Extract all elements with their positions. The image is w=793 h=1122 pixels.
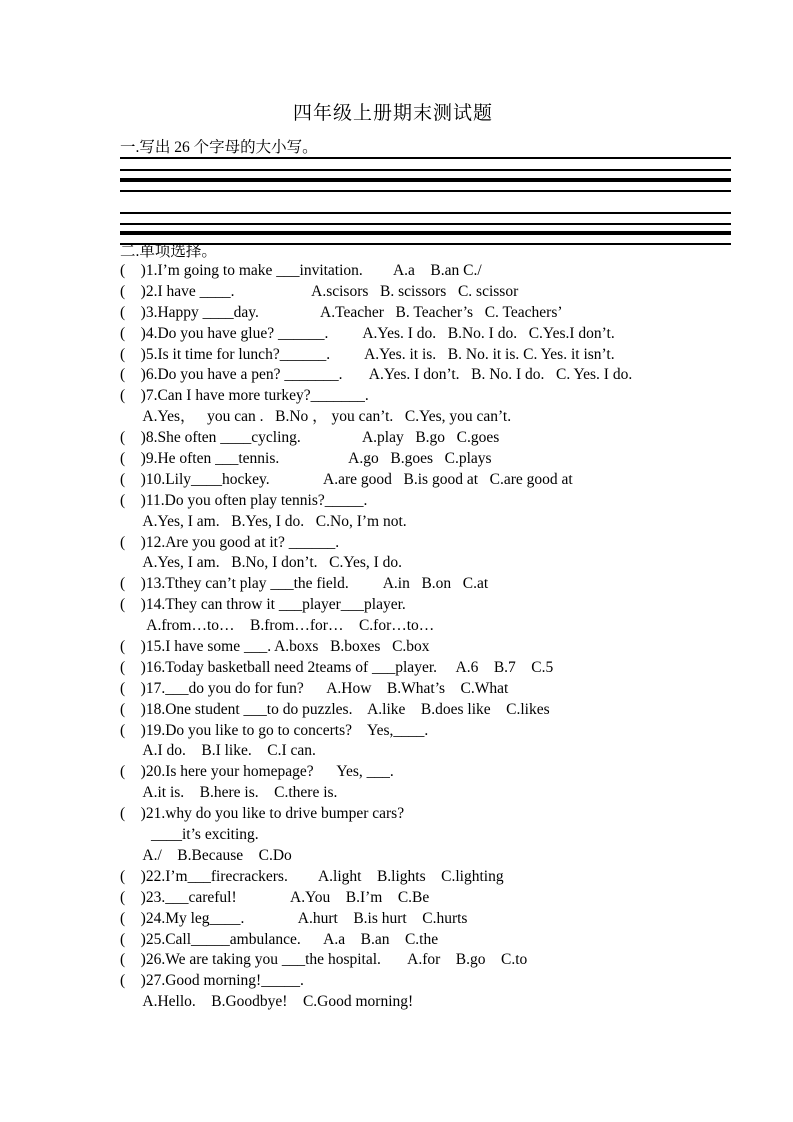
- question-line: ( )24.My leg____. A.hurt B.is hurt C.hurts: [120, 909, 468, 927]
- question-line: ( )15.I have some ___. A.boxs B.boxes C.box: [120, 638, 430, 656]
- question-line: ( )16.Today basketball need 2teams of ___player. A.6 B.7 C.5: [120, 658, 554, 676]
- question-line: ( )7.Can I have more turkey?_______.: [120, 387, 369, 405]
- writing-staff-line: [120, 190, 731, 192]
- question-line: ( )21.why do you like to drive bumper cars?: [120, 805, 405, 823]
- answer-options-line: A.Hello. B.Goodbye! C.Good morning!: [120, 993, 414, 1011]
- answer-options-line: A.Yes, I am. B.Yes, I do. C.No, I’m not.: [120, 512, 407, 530]
- question-line: ( )1.I’m going to make ___invitation. A.a B.an C./: [120, 262, 482, 279]
- answer-options-line: A.Yes， you can . B.No ， you can’t. C.Yes, you can’t.: [120, 408, 512, 426]
- question-line: ( )4.Do you have glue? ______. A.Yes. I do. B.No. I do. C.Yes.I don’t.: [120, 324, 615, 342]
- question-line: ( )5.Is it time for lunch?______. A.Yes. it is. B. No. it is. C. Yes. it isn’t.: [120, 345, 615, 363]
- question-line: ( )27.Good morning!_____.: [120, 972, 304, 990]
- question-line: ( )23.___careful! A.You B.I’m C.Be: [120, 888, 430, 906]
- writing-staff-line: [120, 169, 731, 171]
- question-line: ( )3.Happy ____day. A.Teacher B. Teacher’s C. Teachers’: [120, 303, 563, 321]
- section2-heading: 二.单项选择。: [120, 243, 217, 260]
- writing-staff-line: [120, 231, 731, 235]
- question-line: ( )6.Do you have a pen? _______. A.Yes. I don’t. B. No. I do. C. Yes. I do.: [120, 366, 633, 384]
- answer-blank-line: ____it’s exciting.: [120, 826, 259, 844]
- answer-options-line: A.Yes, I am. B.No, I don’t. C.Yes, I do.: [120, 554, 403, 572]
- question-line: ( )22.I’m___firecrackers. A.light B.lights C.lighting: [120, 867, 504, 885]
- document-title: 四年级上册期末测试题: [292, 103, 493, 124]
- section1-heading: 一.写出 26 个字母的大小写。: [120, 139, 318, 156]
- question-line: ( )19.Do you like to go to concerts? Yes,____.: [120, 721, 429, 739]
- question-line: ( )13.Tthey can’t play ___the field. A.in B.on C.at: [120, 575, 489, 593]
- question-line: ( )12.Are you good at it? ______.: [120, 533, 340, 551]
- answer-options-line: A./ B.Because C.Do: [120, 846, 292, 864]
- question-line: ( )9.He often ___tennis. A.go B.goes C.plays: [120, 450, 492, 468]
- question-line: ( )26.We are taking you ___the hospital. A.for B.go C.to: [120, 951, 528, 969]
- writing-staff-line: [120, 178, 731, 182]
- question-line: ( )18.One student ___to do puzzles. A.like B.does like C.likes: [120, 700, 550, 718]
- question-line: ( )14.They can throw it ___player___player.: [120, 596, 406, 614]
- writing-staff-line: [120, 223, 731, 225]
- question-line: ( )2.I have ____. A.scisors B. scissors C. scissor: [120, 282, 519, 300]
- question-line: ( )8.She often ____cycling. A.play B.go C.goes: [120, 429, 500, 447]
- question-line: ( )10.Lily____hockey. A.are good B.is good at C.are good at: [120, 470, 573, 488]
- question-line: ( )25.Call_____ambulance. A.a B.an C.the: [120, 930, 439, 948]
- answer-options-line: A.from…to… B.from…for… C.for…to…: [120, 617, 435, 635]
- question-line: ( )20.Is here your homepage? Yes, ___.: [120, 763, 394, 781]
- answer-options-line: A.it is. B.here is. C.there is.: [120, 784, 338, 802]
- writing-staff-line: [120, 157, 731, 159]
- writing-staff-line: [120, 212, 731, 214]
- question-line: ( )17.___do you do for fun? A.How B.What’s C.What: [120, 679, 509, 697]
- question-line: ( )11.Do you often play tennis?_____.: [120, 491, 368, 509]
- answer-options-line: A.I do. B.I like. C.I can.: [120, 742, 316, 760]
- multiple-choice-questions: [120, 261, 785, 1013]
